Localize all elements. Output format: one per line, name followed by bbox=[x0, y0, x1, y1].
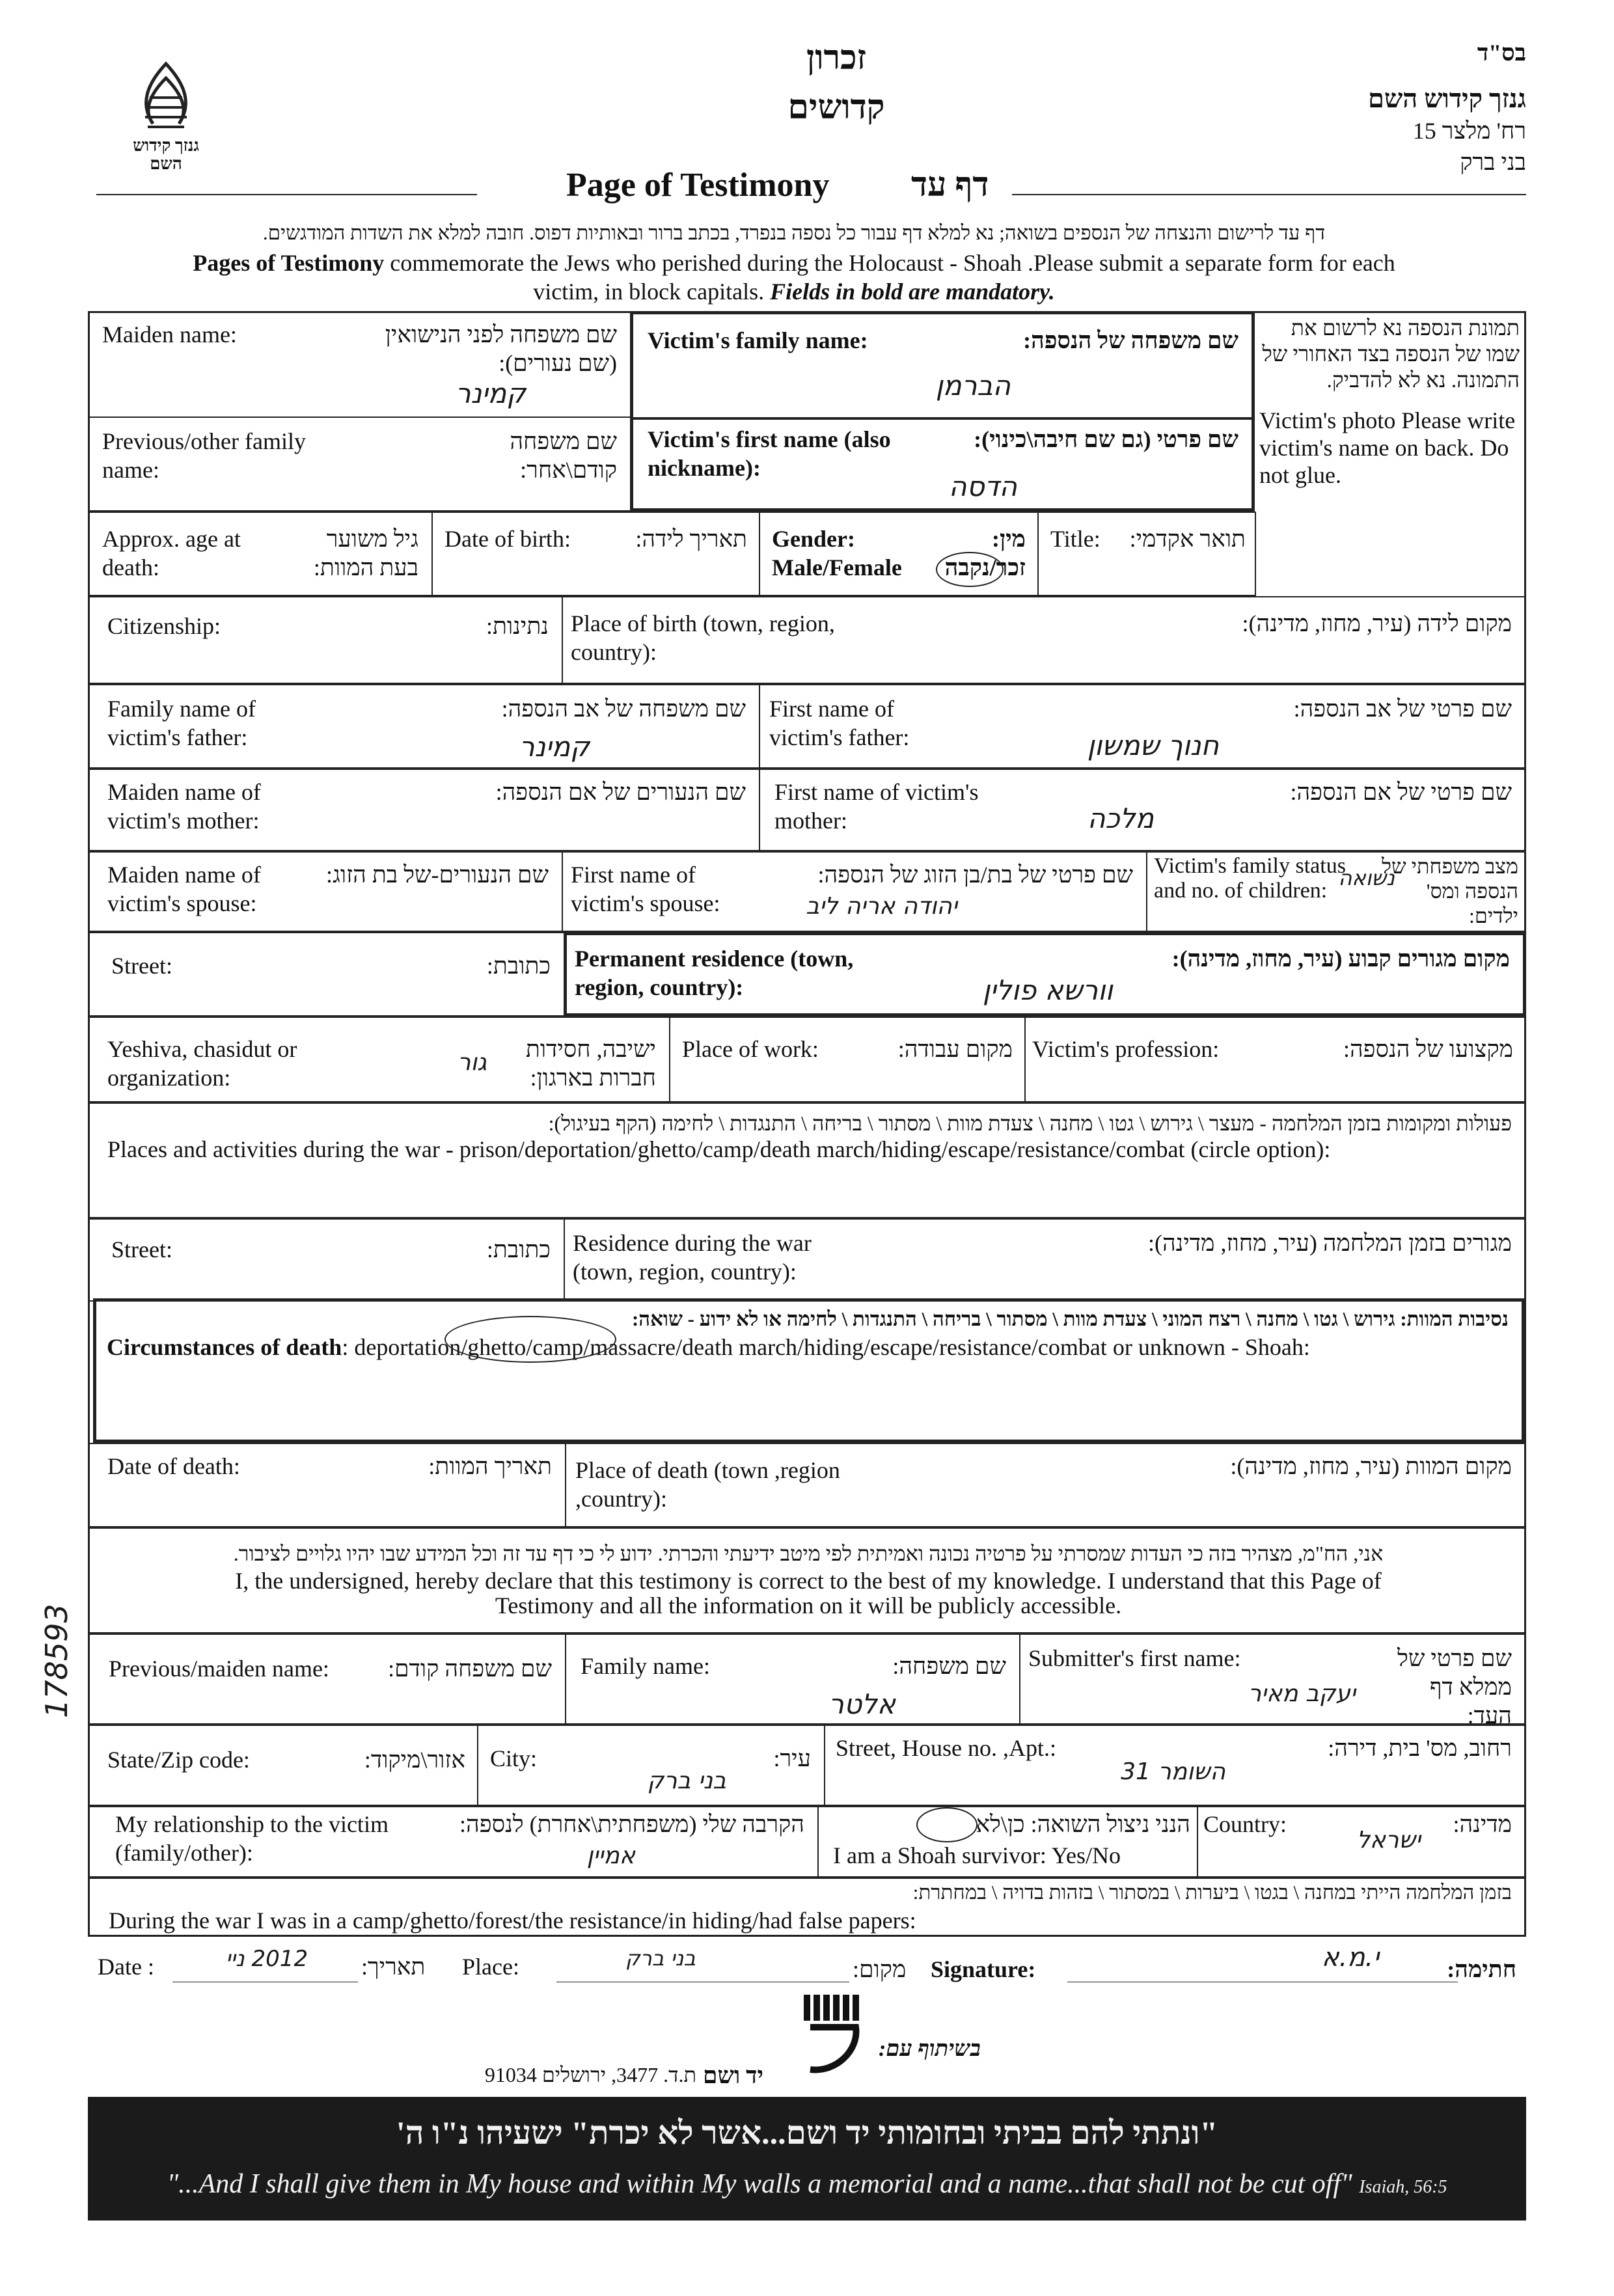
intro-he: דף עד לרישום והנצחה של הנספים בשואה; נא למלא דף עבור כל נספה בנפרד, בכתב ברור ובאותיות דפוס. חובה למלא את השדות המודגשים. bbox=[262, 221, 1326, 244]
places-cell: פעולות ומקומות בזמן המלחמה - מעצר \ גירוש \ גטו \ מחנה \ צעדת מוות \ מסתור \ בריחה \ התנגדות \ לחימה (הקף בעיגול): Places and activities during the war - prison/deportation/ghetto/camp/death march/hiding/escape/resistance/combat (circle option): bbox=[88, 1102, 1526, 1218]
relationship-value: אמיין bbox=[586, 1842, 635, 1869]
family-status-cell: Victim's family status and no. of children: מצב משפחתי של הנספה ומס' ילדים: נשואה bbox=[1146, 851, 1526, 932]
logo bbox=[120, 59, 212, 182]
yad-vashem-name: יד ושם bbox=[703, 2062, 763, 2088]
circumstance-circle bbox=[445, 1316, 616, 1363]
submitter-family-cell: Family name: שם משפחה: אלטר bbox=[565, 1633, 1020, 1725]
submitter-first-value: יעקב מאיר bbox=[1248, 1680, 1356, 1707]
victim-first-value: הדסה bbox=[948, 471, 1017, 502]
margin-number: 178593 bbox=[39, 1604, 74, 1718]
workplace-cell: Place of work: מקום עבודה: bbox=[669, 1017, 1026, 1102]
country-cell: Country: מדינה: ישראל bbox=[1197, 1806, 1526, 1878]
org-city: בני ברק bbox=[1460, 149, 1526, 175]
family-status-value: נשואה bbox=[1338, 866, 1395, 890]
center-title-1: זכרון bbox=[806, 40, 866, 77]
top-code: בס"ד bbox=[1477, 40, 1526, 66]
signature-label: Signature: bbox=[931, 1956, 1036, 1982]
father-family-cell: Family name of victim's father: שם משפחה של אב הנספה: קמינר bbox=[88, 684, 760, 769]
mother-first-value: מלכה bbox=[1087, 802, 1154, 834]
page-title-he: דף עד bbox=[911, 167, 989, 204]
date-label-he: תאריך: bbox=[361, 1954, 426, 1980]
profession-cell: Victim's profession: מקצועו של הנספה: bbox=[1024, 1017, 1526, 1102]
page-title: Page of Testimony bbox=[566, 167, 830, 204]
victim-family-cell: Victim's family name: שם משפחה של הנספה: הברמן Victim's first name (also nickname): שם פרטי (גם שם חיבה\כינוי): הדסה bbox=[630, 311, 1255, 512]
signature-label-he: חתימה: bbox=[1447, 1956, 1516, 1982]
mother-first-cell: First name of victim's mother: שם פרטי של אם הנספה: מלכה bbox=[759, 769, 1526, 851]
place-label-he: מקום: bbox=[853, 1956, 907, 1982]
state-zip-cell: State/Zip code: אזור\מיקוד: bbox=[88, 1725, 478, 1806]
declaration-cell: אני, הח"מ, מצהיר בזה כי העדות שמסרתי על פרטיה נכונה ואמיתית לפי מיטב ידיעתי והכרתי. ידוע לי כי דף עד זה וכל המידע שבו יהיו גלויים לציבור. I, the undersigned, hereby declare that this testimony is correct to the best of my knowledge. I understand that this Page of Testimony and all the information on it will be publicly accessible. bbox=[88, 1527, 1526, 1633]
circumstances-cell: נסיבות המוות: גירוש \ גטו \ מחנה \ רצח המוני \ צעדת מוות \ מסתור \ בריחה \ התנגדות \ לחימה או לא ידוע - שואה: Circumstances of death: deportation/ghetto/camp/massacre/death march/hiding/escape/resistance/combat or unknown - Shoah: bbox=[93, 1298, 1525, 1443]
quote-banner: "ונתתי להם בביתי ובחומותי יד ושם...אשר לא יכרת" ישעיהו נ"ו ה' "...And I shall give them in My house and within My walls a memorial and a name...that shall not be cut off" Isaiah, 56:5 bbox=[88, 2097, 1526, 2221]
street-address-value: השומר 31 bbox=[1121, 1758, 1225, 1785]
yad-vashem-address: ת.ד. 3477, ירושלים 91034 bbox=[484, 2063, 696, 2086]
dob-cell: Date of birth: תאריך לידה: bbox=[431, 512, 760, 596]
residence-cell: Permanent residence (town, region, country): מקום מגורים קבוע (עיר, מחוז, מדינה): וורשא פולין bbox=[564, 932, 1526, 1017]
pob-cell: Place of birth (town, region, country): מקום לידה (עיר, מחוז, מדינה): bbox=[562, 596, 1526, 684]
survivor-circle bbox=[916, 1807, 978, 1842]
father-first-value: חנוך שמשון bbox=[1087, 730, 1219, 761]
relationship-cell: My relationship to the victim (family/other): הקרבה שלי (משפחתית\אחרת) לנספה: אמיין bbox=[88, 1806, 819, 1878]
prev-name-cell: Previous/other family name: שם משפחה קודם\אחר: bbox=[88, 417, 631, 512]
victim-family-value: הברמן bbox=[935, 370, 1011, 402]
center-title-2: קדושים bbox=[787, 89, 885, 126]
submitter-family-value: אלטר bbox=[828, 1688, 896, 1720]
photo-area: תמונת הנספה נא לרשום את שמו של הנספה בצד האחורי של התמונה. נא לא להדביק. Victim's photo Please write victim's name on back. Do not glue. bbox=[1259, 317, 1520, 488]
spouse-first-cell: First name of victim's spouse: שם פרטי של בת/בן הזוג של הנספה: יהודה אריה ליב bbox=[562, 851, 1147, 932]
survivor-cell: הנני ניצול השואה: כן\לא I am a Shoah survivor: Yes/No bbox=[817, 1806, 1198, 1878]
intro-en: Pages of Testimony commemorate the Jews who perished during the Holocaust - Shoah .Please submit a separate form for each victim, in block capitals. Fields in bold are mandatory. bbox=[193, 250, 1395, 305]
death-place-cell: Place of death (town ,region ,country): מקום המוות (עיר, מחוז, מדינה): bbox=[565, 1443, 1526, 1527]
logo-text: גנזך קידוש השם bbox=[133, 136, 199, 173]
spouse-maiden-cell: Maiden name of victim's spouse: שם הנעורים-של בת הזוג: bbox=[88, 851, 563, 932]
place-value: בני ברק bbox=[625, 1946, 696, 1971]
submitter-first-cell: Submitter's first name: שם פרטי של ממלא דף העד: יעקב מאיר bbox=[1019, 1633, 1526, 1725]
gender-cell: Gender: Male/Female מין: זכר/נקבה bbox=[759, 512, 1039, 596]
war-street-cell: Street: כתובת: bbox=[88, 1218, 565, 1302]
yeshiva-cell: Yeshiva, chasidut or organization: ישיבה, חסידות חברות בארגון: גור bbox=[88, 1017, 670, 1102]
war-submitter-cell: בזמן המלחמה הייתי במחנה \ בגטו \ ביערות \ במסתור \ בזהות בדויה \ במחתרת: During the war I was in a camp/ghetto/forest/the resistance/in hiding/had false papers: bbox=[88, 1878, 1526, 1937]
gender-circle bbox=[936, 552, 1004, 587]
yeshiva-value: גור bbox=[458, 1049, 487, 1076]
country-value: ישראל bbox=[1356, 1827, 1421, 1853]
maiden-value: קמינר bbox=[455, 377, 526, 409]
residence-value: וורשא פולין bbox=[982, 974, 1113, 1006]
street-address-cell: Street, House no. ,Apt.: רחוב, מס' בית, דירה: השומר 31 bbox=[824, 1725, 1526, 1806]
war-residence-cell: Residence during the war (town, region, country): מגורים בזמן המלחמה (עיר, מחוז, מדינה): bbox=[564, 1218, 1526, 1302]
mother-maiden-cell: Maiden name of victim's mother: שם הנעורים של אם הנספה: bbox=[88, 769, 760, 851]
street-cell: Street: כתובת: bbox=[88, 932, 565, 1017]
cooperation-label: בשיתוף עם: bbox=[879, 2037, 981, 2061]
date-label: Date : bbox=[98, 1954, 154, 1980]
signature-value: י.מ.א bbox=[1321, 1943, 1380, 1973]
date-value: 2012 ניי bbox=[225, 1946, 308, 1972]
citizenship-cell: Citizenship: נתינות: bbox=[88, 596, 563, 684]
maiden-cell: Maiden name: שם משפחה לפני הנישואין (שם נעורים): קמינר bbox=[88, 311, 631, 512]
org-address: רח' מלצר 15 bbox=[1412, 118, 1526, 144]
place-label: Place: bbox=[462, 1954, 519, 1980]
title-cell: Title: תואר אקדמי: bbox=[1037, 512, 1256, 596]
father-first-cell: First name of victim's father: שם פרטי של אב הנספה: חנוך שמשון bbox=[759, 684, 1526, 769]
city-cell: City: עיר: בני ברק bbox=[477, 1725, 825, 1806]
org-name: גנזך קידוש השם bbox=[1368, 84, 1526, 113]
spouse-first-value: יהודה אריה ליב bbox=[806, 893, 957, 920]
age-cell: Approx. age at death: גיל משוער בעת המוות: bbox=[88, 512, 433, 596]
death-date-cell: Date of death: תאריך המוות: bbox=[88, 1443, 566, 1527]
father-family-value: קמינר bbox=[519, 731, 590, 763]
submitter-prev-cell: Previous/maiden name: שם משפחה קודם: bbox=[88, 1633, 566, 1725]
menorah-icon bbox=[797, 1991, 869, 2076]
city-value: בני ברק bbox=[647, 1768, 726, 1794]
yad-vashem-logo bbox=[797, 1991, 869, 2076]
